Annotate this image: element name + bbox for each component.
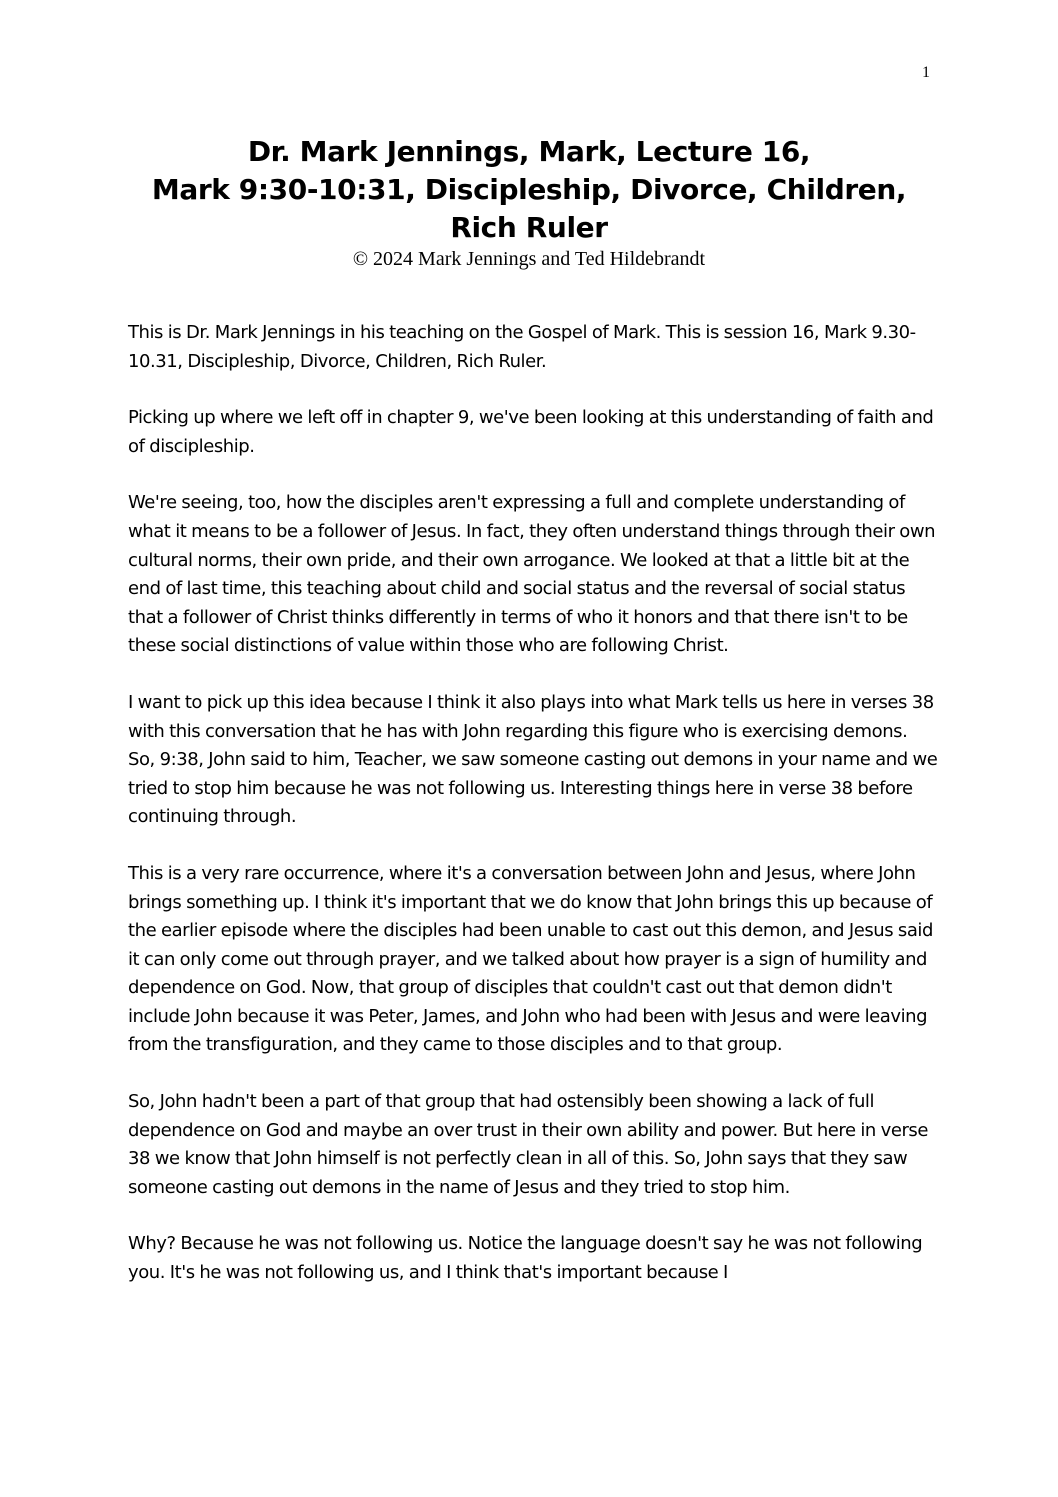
- title-line-1: Dr. Mark Jennings, Mark, Lecture 16,: [247, 135, 811, 168]
- title-line-2: Mark 9:30-10:31, Discipleship, Divorce, Children,: [151, 173, 907, 206]
- page-number: 1: [922, 64, 930, 81]
- paragraph: Why? Because he was not following us. Notice the language doesn't say he was not following you. It's he was not following us, and I think that's important because I: [128, 1233, 923, 1284]
- document-body: [128, 319, 938, 1288]
- paragraph: We're seeing, too, how the disciples aren't expressing a full and complete understanding of what it means to be a follower of Jesus. In fact, they often understand things through their own cultural norms, their own pride, and their own arrogance. We looked at that a little bit at the end of last time, this teaching about child and social status and the reversal of social status that a follower of Christ thinks differently in terms of who it honors and that there isn't to be these social distinctions of value within those who are following Christ.: [128, 492, 936, 657]
- paragraph: I want to pick up this idea because I think it also plays into what Mark tells us here in verses 38 with this conversation that he has with John regarding this figure who is exercising demons. So, 9:38, John said to him, Teacher, we saw someone casting out demons in your name and we tried to stop him because he was not following us. Interesting things here in verse 38 before continuing through.: [128, 691, 938, 828]
- paragraph-intro: This is Dr. Mark Jennings in his teaching on the Gospel of Mark. This is session 16, Mark 9.30-10.31, Discipleship, Divorce, Children, Rich Ruler.: [128, 322, 916, 372]
- copyright-notice: © 2024 Mark Jennings and Ted Hildebrandt: [352, 248, 706, 270]
- paragraph: So, John hadn't been a part of that group that had ostensibly been showing a lack of full dependence on God and maybe an over trust in their own ability and power. But here in verse 38 we know that John himself is not perfectly clean in all of this. So, John says that they saw someone casting out demons in the name of Jesus and they tried to stop him.: [128, 1091, 928, 1198]
- document-header: [100, 133, 958, 271]
- paragraph: Picking up where we left off in chapter 9, we've been looking at this understanding of faith and of discipleship.: [128, 407, 934, 457]
- title-line-3: Rich Ruler: [450, 211, 608, 244]
- paragraph: This is a very rare occurrence, where it's a conversation between John and Jesus, where John brings something up. I think it's important that we do know that John brings this up because of the earlier episode where the disciples had been unable to cast out this demon, and Jesus said it can only come out through prayer, and we talked about how prayer is a sign of humility and dependence on God. Now, that group of disciples that couldn't cast out that demon didn't include John because it was Peter, James, and John who had been with Jesus and were leaving from the transfiguration, and they came to those disciples and to that group.: [128, 862, 933, 1056]
